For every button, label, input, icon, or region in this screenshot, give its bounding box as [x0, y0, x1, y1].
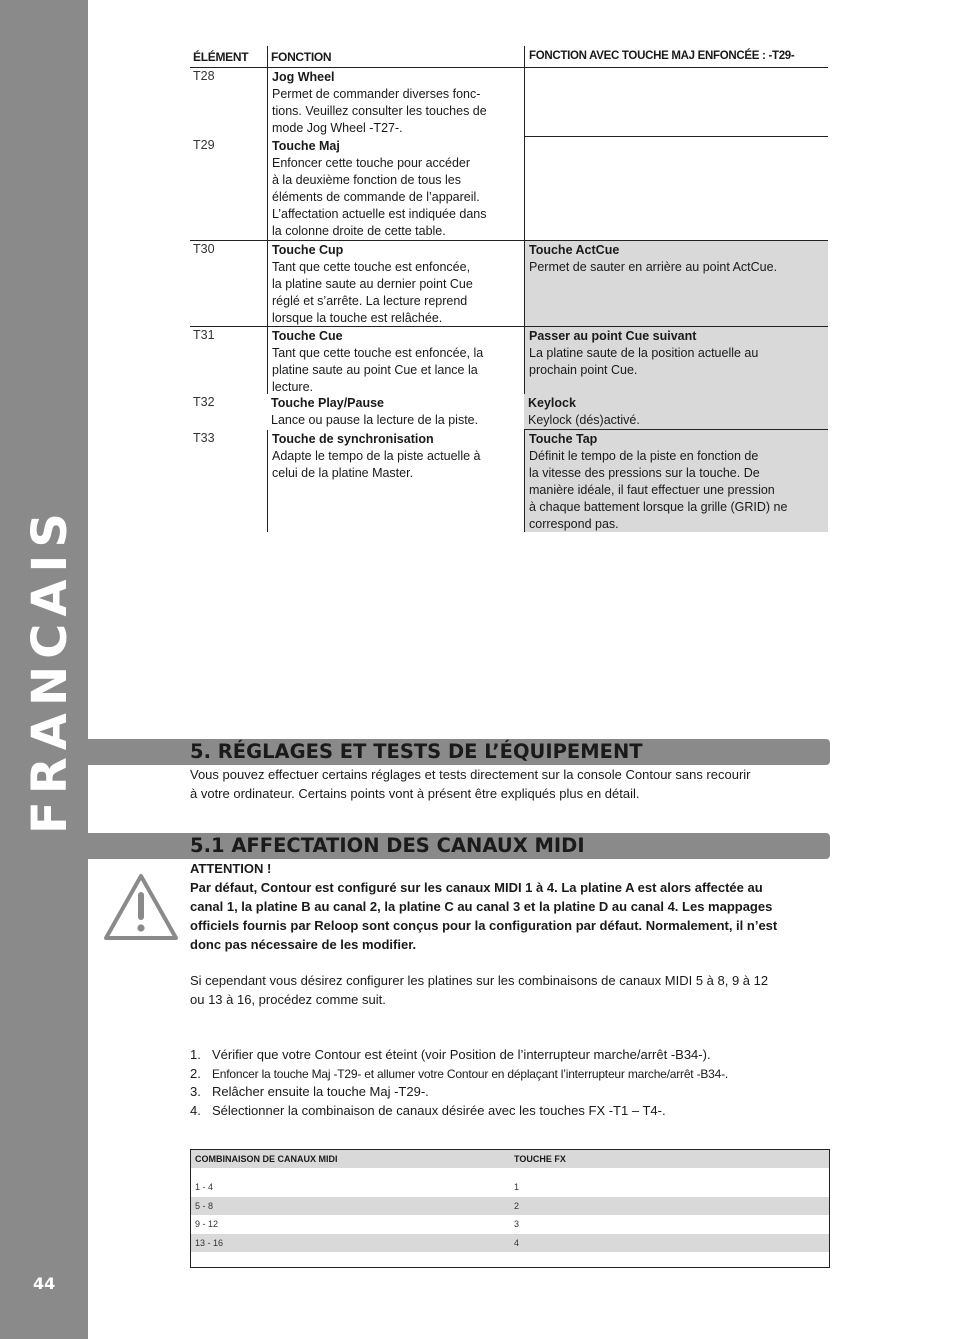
row-shift-title: Touche Tap: [529, 432, 598, 446]
row-shift-line: Définit le tempo de la piste en fonction de: [529, 448, 759, 463]
attention-line: donc pas nécessaire de les modifier.: [190, 937, 417, 952]
row-line: Adapte le tempo de la piste actuelle à: [272, 448, 481, 463]
row-function: [267, 394, 524, 430]
cell-fx: 4: [514, 1237, 520, 1248]
row-function-title: Touche de synchronisation: [272, 432, 434, 446]
section-5-body: [190, 765, 832, 803]
row-shift-function: [524, 137, 828, 241]
row-function: [267, 241, 524, 327]
row-function-title: Touche Cue: [272, 329, 343, 343]
midi-table-header: [191, 1150, 829, 1168]
language-label: FRANCAIS: [22, 506, 78, 834]
header-combo: COMBINAISON DE CANAUX MIDI: [195, 1154, 338, 1164]
row-shift-function: [524, 430, 828, 532]
row-line: Tant que cette touche est enfoncée,: [272, 259, 471, 274]
table-row: [190, 137, 828, 241]
table-row: [190, 430, 828, 532]
row-function: [267, 68, 524, 137]
function-table: [190, 46, 828, 532]
step-number: 4.: [190, 1102, 201, 1118]
step-text: Enfoncer la touche Maj -T29- et allumer votre Contour en déplaçant l’interrupteur marche/arrêt -B34-.: [212, 1066, 729, 1081]
warning-triangle-icon: [103, 872, 179, 942]
section-5-title: 5. RÉGLAGES ET TESTS DE L’ÉQUIPEMENT: [190, 740, 643, 763]
row-shift-title: Passer au point Cue suivant: [529, 329, 697, 343]
steps-list: [190, 1046, 832, 1120]
step-number: 1.: [190, 1047, 201, 1062]
body-line: à votre ordinateur. Certains points vont à présent être expliqués plus en détail.: [190, 786, 640, 801]
table-row: [190, 241, 828, 327]
table-row: [190, 68, 828, 137]
row-function: [267, 137, 524, 241]
language-sidebar: [0, 0, 88, 1339]
row-line: mode Jog Wheel -T27-.: [272, 120, 403, 135]
row-function: [267, 430, 524, 532]
row-line: lecture.: [272, 379, 313, 394]
list-item: [190, 1046, 832, 1065]
row-function-title: Touche Cup: [272, 243, 344, 257]
header-shift-function: FONCTION AVEC TOUCHE MAJ ENFONCÉE : -T29-: [529, 50, 795, 62]
row-shift-line: La platine saute de la position actuelle au: [529, 345, 759, 360]
attention-block: [190, 859, 832, 954]
table-row: [191, 1234, 829, 1253]
cell-fx: 2: [514, 1200, 520, 1211]
step-text: Relâcher ensuite la touche Maj -T29-.: [212, 1084, 429, 1100]
table-row: [191, 1197, 829, 1216]
list-item: [190, 1102, 832, 1121]
row-line: tions. Veuillez consulter les touches de: [272, 103, 487, 118]
row-shift-line: manière idéale, il faut effectuer une pression: [529, 482, 775, 497]
row-id: T28: [193, 69, 215, 83]
step-number: 3.: [190, 1084, 201, 1100]
row-shift-function: [524, 241, 828, 327]
table-row: [190, 327, 828, 394]
step-text: Sélectionner la combinaison de canaux désirée avec les touches FX -T1 – T4-.: [212, 1102, 666, 1118]
row-line: Lance ou pause la lecture de la piste.: [271, 412, 479, 427]
cell-combo: 1 - 4: [195, 1182, 214, 1192]
row-line: celui de la platine Master.: [272, 465, 414, 480]
midi-channel-table: [190, 1149, 830, 1268]
list-item: [190, 1065, 832, 1084]
table-row: [190, 394, 828, 430]
body-line: Si cependant vous désirez configurer les platines sur les combinaisons de canaux MIDI 5 à 8, 9 à 12: [190, 973, 769, 988]
table-row: [191, 1215, 829, 1234]
row-line: à la deuxième fonction de tous les: [272, 172, 462, 187]
body-line: ou 13 à 16, procédez comme suit.: [190, 992, 386, 1007]
attention-line: canal 1, la platine B au canal 2, la platine C au canal 3 et la platine D au canal 4. Les mappages: [190, 899, 773, 914]
row-shift-line: prochain point Cue.: [529, 362, 638, 377]
cell-fx: 1: [514, 1182, 520, 1192]
row-line: L’affectation actuelle est indiquée dans: [272, 206, 487, 221]
row-id: T30: [193, 242, 215, 256]
section-51-title: 5.1 AFFECTATION DES CANAUX MIDI: [190, 834, 585, 857]
row-function: [267, 327, 524, 394]
cell-combo: 13 - 16: [195, 1237, 224, 1248]
row-shift-title: Touche ActCue: [529, 243, 620, 257]
table-row: [191, 1178, 829, 1197]
attention-line: Par défaut, Contour est configuré sur les canaux MIDI 1 à 4. La platine A est alors affectée au: [190, 880, 763, 895]
row-shift-function: [524, 394, 828, 430]
row-shift-title: Keylock: [528, 396, 576, 410]
row-shift-function: [524, 327, 828, 394]
row-id: T32: [193, 395, 215, 409]
row-function-title: Touche Play/Pause: [271, 396, 385, 410]
row-shift-function: [524, 68, 828, 137]
body-line: Vous pouvez effectuer certains réglages et tests directement sur la console Contour sans recourir: [190, 767, 751, 782]
attention-line: officiels fournis par Reloop sont conçus pour la configuration par défaut. Normalement, il n’est: [190, 918, 778, 933]
row-line: éléments de commande de l’appareil.: [272, 189, 480, 204]
row-line: Enfoncer cette touche pour accéder: [272, 155, 471, 170]
row-line: platine saute au point Cue et lance la: [272, 362, 478, 377]
row-shift-line: la vitesse des pressions sur la touche. De: [529, 465, 760, 480]
list-item: [190, 1083, 832, 1102]
row-id: T31: [193, 328, 215, 342]
cell-combo: 5 - 8: [195, 1200, 214, 1211]
row-shift-line: à chaque battement lorsque la grille (GRID) ne: [529, 499, 788, 514]
row-line: la platine saute au dernier point Cue: [272, 276, 473, 291]
row-id: T33: [193, 431, 215, 445]
attention-label: ATTENTION !: [190, 861, 272, 876]
header-fx: TOUCHE FX: [514, 1154, 566, 1164]
row-line: Tant que cette touche est enfoncée, la: [272, 345, 484, 360]
step-text: Vérifier que votre Contour est éteint (voir Position de l’interrupteur marche/arrêt -B34-).: [212, 1047, 711, 1062]
row-line: Permet de commander diverses fonc-: [272, 86, 481, 101]
row-line: lorsque la touche est relâchée.: [272, 310, 443, 325]
row-id: T29: [193, 138, 215, 152]
row-function-title: Jog Wheel: [272, 70, 335, 84]
row-line: la colonne droite de cette table.: [272, 223, 446, 238]
step-number: 2.: [190, 1065, 201, 1081]
cell-fx: 3: [514, 1219, 520, 1229]
row-line: réglé et s’arrête. La lecture reprend: [272, 293, 468, 308]
section-51-body: [190, 971, 832, 1009]
page-number: 44: [33, 1274, 56, 1293]
header-function: FONCTION: [271, 50, 332, 64]
row-shift-line: correspond pas.: [529, 516, 619, 531]
row-shift-line: Permet de sauter en arrière au point ActCue.: [529, 259, 778, 274]
header-element: ÉLÉMENT: [193, 50, 249, 64]
row-shift-line: Keylock (dés)activé.: [528, 412, 640, 427]
table-header: [190, 46, 828, 68]
row-function-title: Touche Maj: [272, 139, 340, 153]
cell-combo: 9 - 12: [195, 1219, 219, 1229]
